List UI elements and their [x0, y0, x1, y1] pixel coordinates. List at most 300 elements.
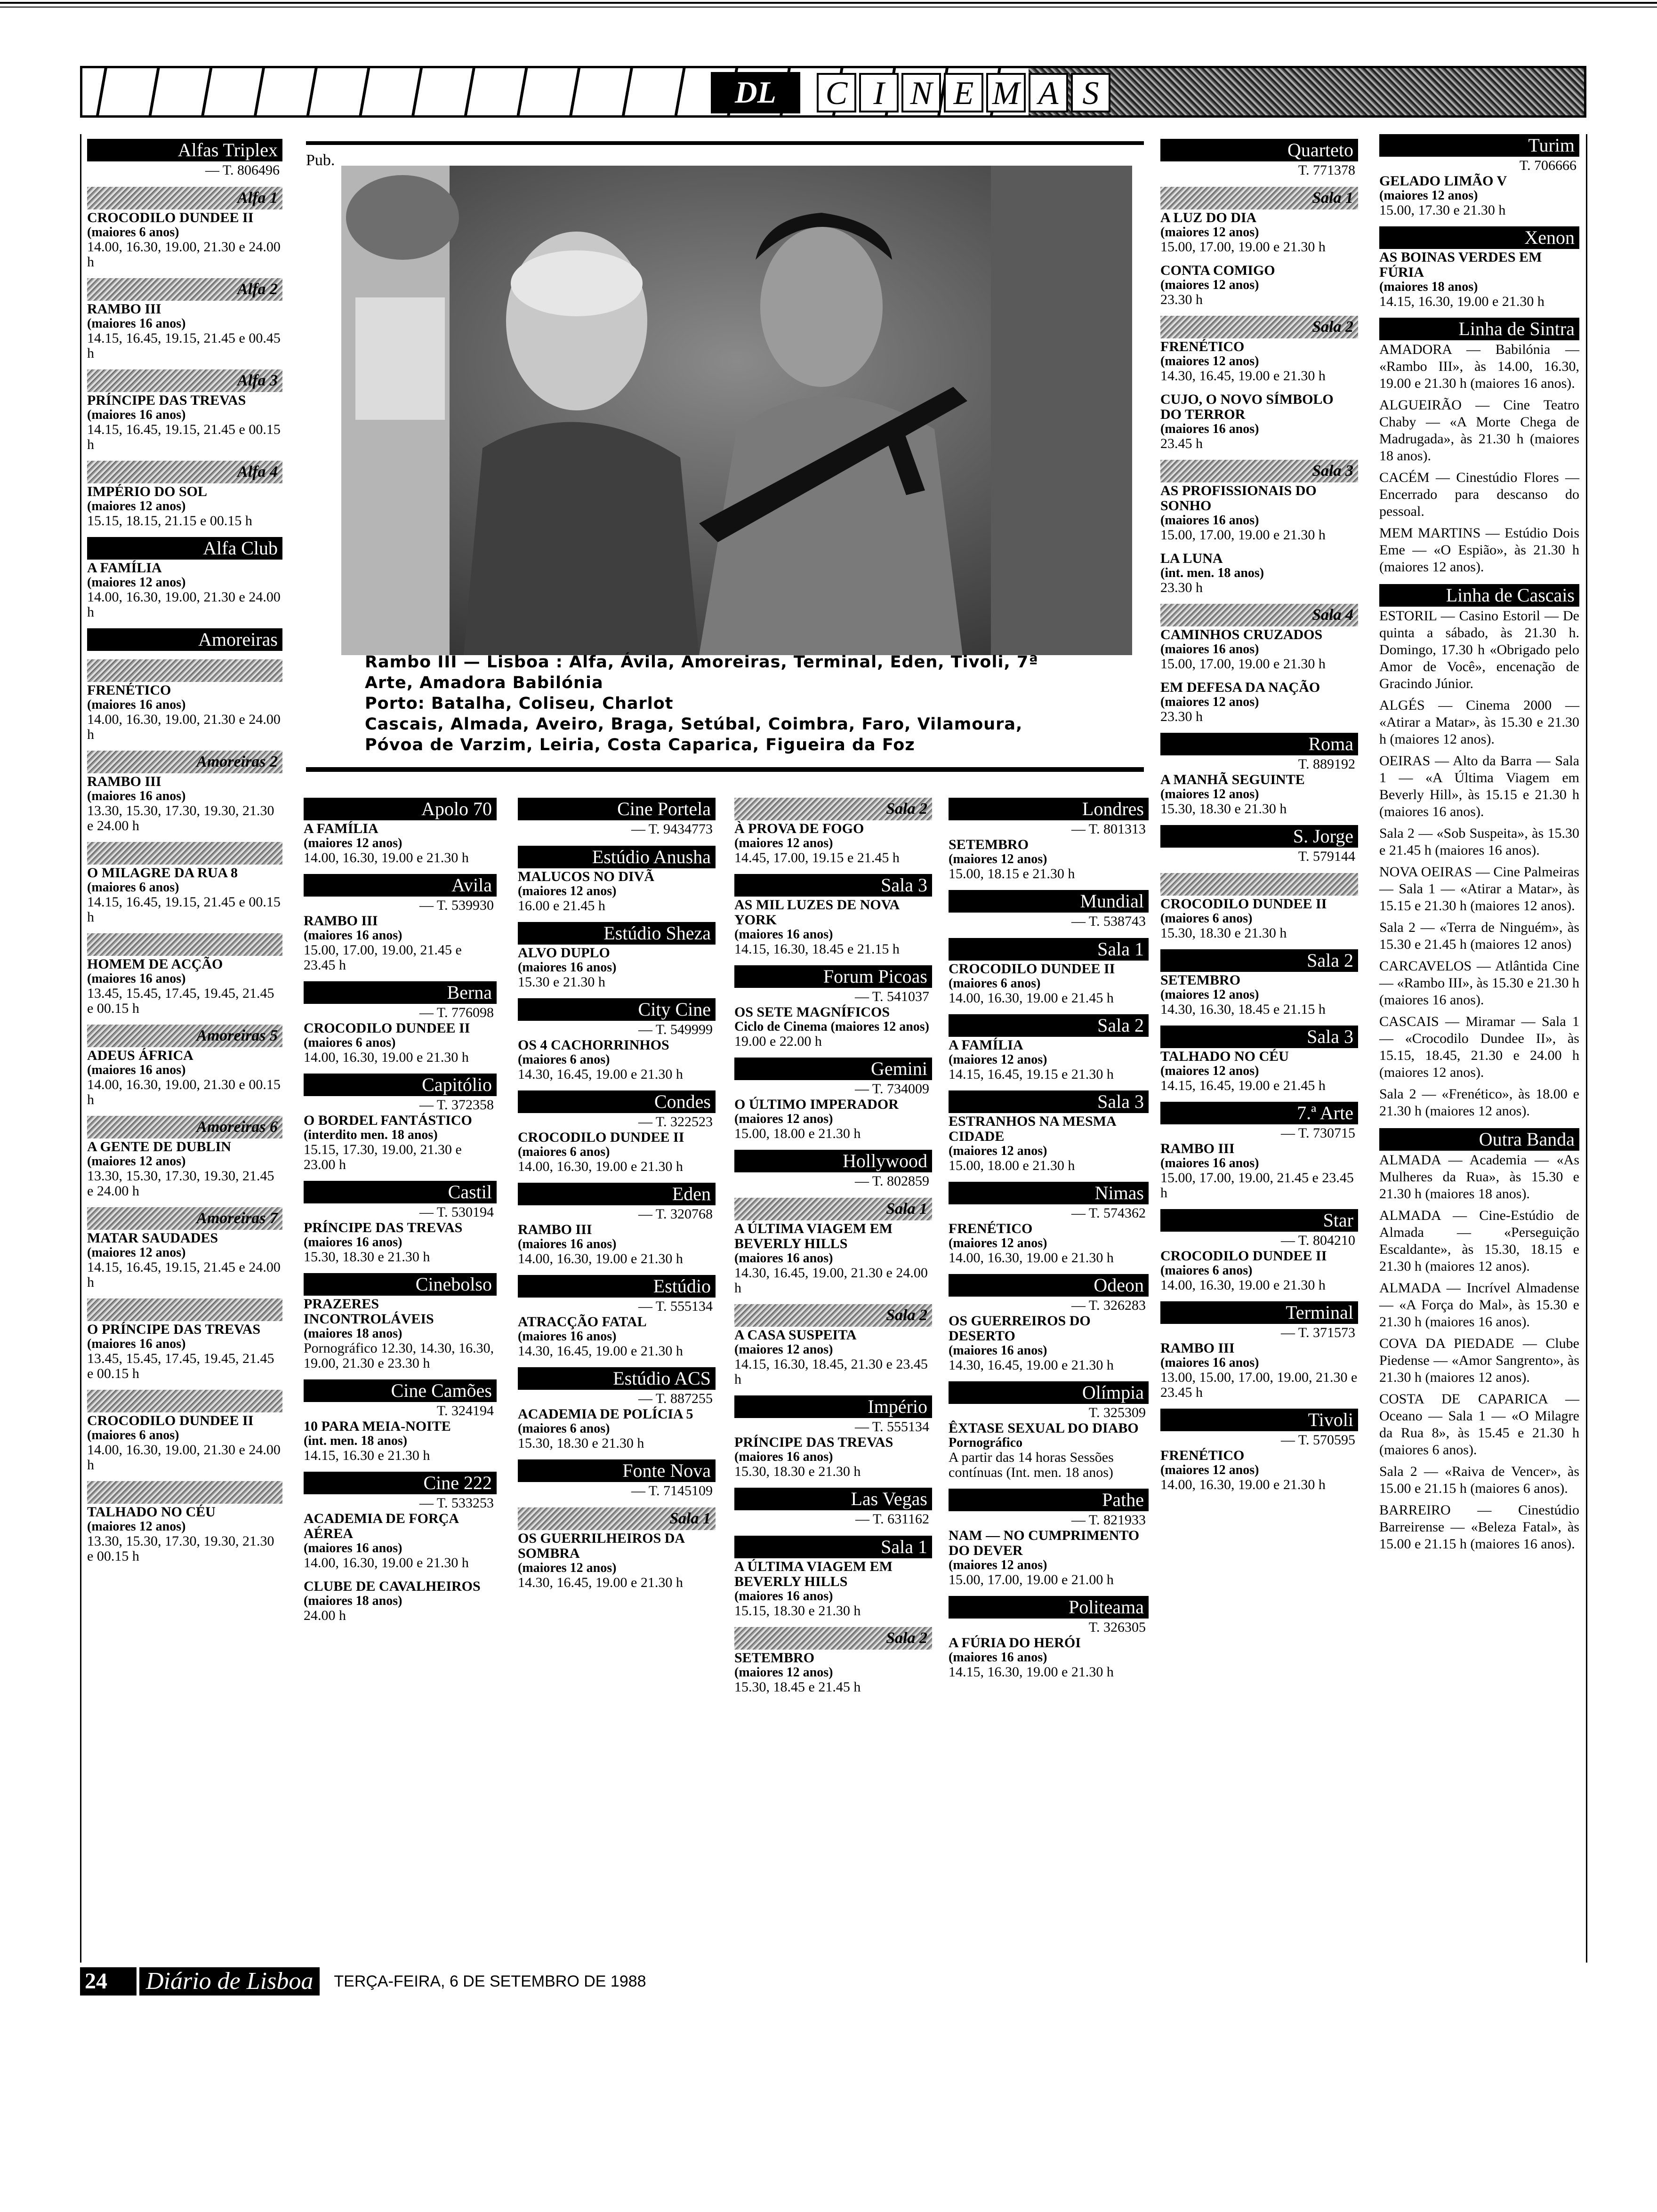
- caption-line: Arte, Amadora Babilónia: [365, 673, 603, 692]
- screen-name-bar: Alfa 3: [87, 369, 282, 392]
- phone-number: — T. 9434773: [631, 821, 713, 837]
- cinema-name-bar: Berna: [304, 981, 497, 1004]
- column-1: [87, 139, 282, 1572]
- listing-entry: [518, 846, 716, 914]
- cinema-name-bar: Eden: [518, 1183, 716, 1205]
- cinema-name-bar: Gemini: [734, 1058, 932, 1080]
- age-rating: (maiores 16 anos): [87, 697, 186, 712]
- listing-entry: [518, 1459, 716, 1499]
- age-rating: (maiores 6 anos): [304, 1035, 396, 1050]
- showtimes: 14.15, 16.30, 19.00 e 21.30 h: [1379, 294, 1544, 309]
- film-title: RAMBO III: [304, 913, 378, 929]
- regional-listing: COVA DA PIEDADE — Clube Piedense — «Amor Sangrento», às 21.30 h (maiores 12 anos).: [1379, 1336, 1579, 1385]
- regional-listing: AMADORA — Babilónia — «Rambo III», às 14.00, 16.30, 19.00 e 21.30 h (maiores 16 anos).: [1379, 342, 1579, 391]
- listing-entry: [1160, 604, 1358, 672]
- phone-number: T. 324194: [436, 1403, 494, 1419]
- regional-listing: MEM MARTINS — Estúdio Dois Eme — «O Espião», às 21.30 h (maiores 12 anos).: [1379, 525, 1579, 575]
- age-rating: (maiores 16 anos): [304, 928, 402, 943]
- listing-entry: [304, 1579, 497, 1623]
- age-rating: (maiores 12 anos): [1160, 987, 1259, 1002]
- showtimes: 15.15, 18.15, 21.15 e 00.15 h: [87, 513, 252, 529]
- regional-listing: Sala 2 — «Raiva de Vencer», às 15.00 e 21.15 h (maiores 6 anos).: [1379, 1464, 1579, 1496]
- film-title: TALHADO NO CÉU: [1160, 1049, 1289, 1064]
- cinema-name-bar: Sala 1: [734, 1536, 932, 1558]
- listing-entry: [949, 1274, 1149, 1373]
- showtimes: 14.00, 16.30, 19.00 e 21.45 h: [949, 990, 1114, 1006]
- phone-number: — T. 539930: [419, 898, 494, 913]
- caption-line: Póvoa de Varzim, Leiria, Costa Caparica, Figueira da Foz: [365, 736, 915, 754]
- regional-listing: ALGUEIRÃO — Cine Teatro Chaby — «A Morte Chega de Madrugada», às 21.30 h (maiores 18 anos).: [1379, 397, 1579, 464]
- age-rating: (maiores 18 anos): [1379, 280, 1478, 294]
- age-rating: (maiores 16 anos): [1160, 1156, 1259, 1170]
- cinema-name-bar: Londres: [949, 798, 1149, 820]
- age-rating: (maiores 16 anos): [734, 1251, 833, 1266]
- cinema-name-bar: Terminal: [1160, 1301, 1358, 1324]
- listing-entry: [949, 1489, 1149, 1587]
- cinema-name-bar: Olímpia: [949, 1381, 1149, 1404]
- showtimes: 14.15, 16.45, 19.15, 21.45 e 00.15 h: [87, 894, 281, 925]
- showtimes: 23.30 h: [1160, 580, 1203, 595]
- showtimes: 14.00, 16.30, 19.00 e 21.30 h: [518, 1159, 683, 1174]
- age-rating: (maiores 12 anos): [949, 852, 1047, 866]
- ad-label: Pub.: [306, 152, 335, 169]
- film-title: FRENÉTICO: [1160, 339, 1245, 354]
- age-rating: (maiores 16 anos): [1160, 513, 1259, 528]
- title-letter: S: [1071, 73, 1110, 112]
- listing-entry: [87, 537, 282, 620]
- column-6: [1160, 139, 1358, 1501]
- showtimes: 15.30, 18.30 e 21.30 h: [734, 1464, 861, 1479]
- screen-name-bar: Amoreiras 7: [87, 1207, 282, 1230]
- film-title: NAM — NO CUMPRIMENTO DO DEVER: [949, 1528, 1140, 1558]
- phone-number: — T. 776098: [419, 1005, 494, 1020]
- age-rating: (interdito men. 18 anos): [304, 1128, 438, 1142]
- listing-entry: [304, 1273, 497, 1371]
- regional-listing: ALGÉS — Cinema 2000 — «Atirar a Matar», às 15.30 e 21.30 h (maiores 12 anos).: [1379, 697, 1579, 747]
- showtimes: 15.00, 17.00, 19.00 e 21.30 h: [1160, 656, 1326, 672]
- screen-name-bar: Sala 1: [518, 1507, 716, 1530]
- showtimes: 13.30, 15.30, 17.30, 19.30, 21.30 e 24.00 h: [87, 803, 274, 834]
- age-rating: (int. men. 18 anos): [304, 1434, 408, 1448]
- phone-number: — T. 555134: [638, 1298, 713, 1314]
- age-rating: (maiores 6 anos): [518, 1145, 610, 1159]
- age-rating: (maiores 16 anos): [734, 927, 833, 942]
- film-title: A FAMÍLIA: [304, 821, 378, 836]
- screen-name-bar: Amoreiras 6: [87, 1116, 282, 1138]
- film-title: CROCODILO DUNDEE II: [87, 210, 254, 225]
- screen-name-bar: Sala 2: [734, 798, 932, 820]
- showtimes: 15.00, 18.15 e 21.30 h: [949, 866, 1075, 882]
- film-title: FRENÉTICO: [1160, 1448, 1245, 1463]
- listing-entry: [518, 1367, 716, 1451]
- title-letter: C: [817, 73, 856, 112]
- column-3: [518, 798, 716, 1599]
- age-rating: (maiores 18 anos): [304, 1326, 402, 1341]
- screen-name-bar: [87, 659, 282, 682]
- listing-entry: [734, 1150, 932, 1189]
- listing-entry: [734, 1304, 932, 1387]
- publication-date: TERÇA-FEIRA, 6 DE SETEMBRO DE 1988: [334, 1972, 646, 1990]
- phone-number: T. 889192: [1298, 756, 1355, 772]
- age-rating: (maiores 12 anos): [518, 1561, 617, 1575]
- cinema-name-bar: Roma: [1160, 733, 1358, 755]
- caption-line: Rambo III — Lisboa : Alfa, Ávila, Amoreiras, Terminal, Eden, Tivoli, 7ª: [365, 653, 1039, 672]
- listing-entry: [1160, 949, 1358, 1017]
- cinema-name-bar: Condes: [518, 1090, 716, 1113]
- age-rating: (maiores 16 anos): [304, 1541, 402, 1555]
- regional-listing: ALMADA — Cine-Estúdio de Almada — «Perseguição Escaldante», às 15.30, 18.15 e 21.30 h (maiores 12 anos).: [1379, 1208, 1579, 1274]
- screen-name-bar: [1160, 873, 1358, 896]
- screen-name-bar: Amoreiras 5: [87, 1025, 282, 1047]
- film-title: A FÚRIA DO HERÓI: [949, 1635, 1081, 1651]
- page-footer: [80, 1967, 646, 1996]
- cinema-name-bar: Sala 2: [1160, 949, 1358, 972]
- listing-entry: [304, 981, 497, 1065]
- section-header: [80, 66, 1586, 118]
- cinema-name-bar: Forum Picoas: [734, 965, 932, 988]
- title-letter: I: [859, 73, 899, 112]
- cinema-name-bar: Mundial: [949, 890, 1149, 913]
- cinema-name-bar: Turim: [1379, 134, 1579, 157]
- age-rating: (maiores 12 anos): [87, 1154, 186, 1169]
- film-title: SETEMBRO: [949, 837, 1029, 852]
- film-title: CAMINHOS CRUZADOS: [1160, 627, 1323, 642]
- age-rating: (maiores 12 anos): [949, 1144, 1047, 1158]
- film-title: A FAMÍLIA: [87, 560, 162, 576]
- cinema-name-bar: Apolo 70: [304, 798, 497, 820]
- listing-entry: [87, 1298, 282, 1381]
- listing-entry: [1160, 460, 1358, 543]
- listing-entry: [1160, 1209, 1358, 1293]
- newspaper-name: Diário de Lisboa: [139, 1967, 320, 1996]
- showtimes: 16.00 e 21.45 h: [518, 898, 605, 914]
- cinema-name-bar: Sala 3: [1160, 1026, 1358, 1048]
- age-rating: (maiores 12 anos): [304, 836, 402, 850]
- listing-entry: [949, 1182, 1149, 1266]
- screen-name-bar: [87, 1481, 282, 1504]
- age-rating: (maiores 12 anos): [1160, 278, 1259, 292]
- regional-listing: Sala 2 — «Terra de Ninguém», às 15.30 e 21.45 h (maiores 12 anos): [1379, 920, 1579, 952]
- film-title: RAMBO III: [518, 1222, 592, 1237]
- listing-entry: [1160, 263, 1358, 307]
- listing-entry: [1379, 1128, 1579, 1553]
- film-title: CUJO, O NOVO SÍMBOLO DO TERROR: [1160, 392, 1334, 422]
- showtimes: 14.00, 16.30, 19.00 e 21.30 h: [1160, 1277, 1326, 1293]
- listing-entry: [304, 874, 497, 973]
- cinema-name-bar: Estúdio Sheza: [518, 922, 716, 945]
- cinema-name-bar: Castil: [304, 1181, 497, 1203]
- top-rule: [0, 2, 1657, 4]
- film-title: AS MIL LUZES DE NOVA YORK: [734, 897, 899, 928]
- listing-entry: [1160, 1026, 1358, 1093]
- phone-number: T. 771378: [1298, 162, 1355, 178]
- listing-entry: [1160, 873, 1358, 941]
- film-title: ÊXTASE SEXUAL DO DIABO: [949, 1420, 1139, 1436]
- listing-entry: [87, 628, 282, 651]
- column-2: [304, 798, 497, 1632]
- listing-entry: [734, 1536, 932, 1619]
- listing-entry: [87, 139, 282, 178]
- listing-entry: [949, 798, 1149, 882]
- listing-entry: [949, 1381, 1149, 1480]
- listing-entry: [304, 1379, 497, 1463]
- film-title: CROCODILO DUNDEE II: [304, 1020, 470, 1036]
- screen-name-bar: [87, 1298, 282, 1321]
- age-rating: (maiores 16 anos): [949, 1650, 1047, 1665]
- age-rating: (maiores 12 anos): [1160, 695, 1259, 709]
- showtimes: 19.00 e 22.00 h: [734, 1034, 822, 1049]
- listing-entry: [87, 659, 282, 742]
- showtimes: 14.30, 16.45, 19.00 e 21.30 h: [518, 1575, 683, 1590]
- listing-entry: [1160, 1409, 1358, 1492]
- screen-name-bar: Sala 1: [1160, 187, 1358, 209]
- phone-number: — T. 806496: [205, 162, 280, 178]
- showtimes: A partir das 14 horas Sessões contínuas (Int. men. 18 anos): [949, 1450, 1114, 1480]
- showtimes: 15.00, 17.00, 19.00 e 21.00 h: [949, 1572, 1114, 1587]
- regional-listing: COSTA DE CAPARICA — Oceano — Sala 1 — «O Milagre da Rua 8», às 15.45 e 21.30 h (maiores 6 anos).: [1379, 1391, 1579, 1458]
- screen-name-bar: Sala 3: [1160, 460, 1358, 482]
- age-rating: (maiores 18 anos): [304, 1594, 402, 1608]
- listing-entry: [87, 1207, 282, 1290]
- showtimes: 15.00, 17.00, 19.00, 21.45 e 23.45 h: [304, 942, 462, 973]
- showtimes: 14.15, 16.30 e 21.30 h: [304, 1448, 430, 1463]
- listing-entry: [949, 1090, 1149, 1173]
- showtimes: 14.30, 16.45, 19.00 e 21.30 h: [518, 1343, 683, 1359]
- film-title: ATRACÇÃO FATAL: [518, 1314, 647, 1330]
- film-title: IMPÉRIO DO SOL: [87, 484, 208, 499]
- listing-entry: [304, 1472, 497, 1571]
- showtimes: 14.15, 16.30, 18.45 e 21.15 h: [734, 941, 900, 957]
- phone-number: — T. 322523: [638, 1114, 713, 1130]
- showtimes: 23.30 h: [1160, 292, 1203, 307]
- showtimes: 14.15, 16.45, 19.00 e 21.45 h: [1160, 1078, 1326, 1093]
- film-title: EM DEFESA DA NAÇÃO: [1160, 680, 1320, 695]
- regional-listing: ALMADA — Incrível Almadense — «A Força do Mal», às 15.30 e 21.30 h (maiores 16 anos).: [1379, 1280, 1579, 1330]
- age-rating: (maiores 16 anos): [87, 789, 186, 803]
- age-rating: (maiores 16 anos): [87, 1063, 186, 1077]
- screen-name-bar: Sala 4: [1160, 604, 1358, 626]
- film-title: OS GUERREIROS DO DESERTO: [949, 1313, 1091, 1344]
- showtimes: 23.30 h: [1160, 709, 1203, 724]
- film-title: AS BOINAS VERDES EM FÚRIA: [1379, 249, 1542, 280]
- listing-entry: [1160, 733, 1358, 817]
- listing-entry: [304, 1074, 497, 1172]
- listing-entry: [1160, 392, 1358, 451]
- film-title: SETEMBRO: [734, 1650, 815, 1666]
- age-rating: (maiores 6 anos): [87, 880, 179, 895]
- ad-caption: [365, 652, 1118, 755]
- film-title: ACADEMIA DE FORÇA AÉREA: [304, 1511, 458, 1541]
- film-title: CROCODILO DUNDEE II: [1160, 896, 1327, 912]
- showtimes: 14.00, 16.30, 19.00, 21.30 e 24.00 h: [87, 1442, 281, 1473]
- age-rating: (maiores 16 anos): [949, 1343, 1047, 1358]
- showtimes: 13.45, 15.45, 17.45, 19.45, 21.45 e 00.15 h: [87, 1351, 274, 1381]
- screen-name-bar: Sala 1: [734, 1198, 932, 1220]
- listing-entry: [1160, 1102, 1358, 1201]
- listing-entry: [734, 1488, 932, 1527]
- regional-listing: Sala 2 — «Frenético», às 18.00 e 21.30 h (maiores 12 anos).: [1379, 1086, 1579, 1119]
- cinema-name-bar: Estúdio Anusha: [518, 846, 716, 868]
- phone-number: — T. 555134: [854, 1419, 929, 1435]
- film-title: CROCODILO DUNDEE II: [949, 961, 1115, 977]
- title-letter: A: [1029, 73, 1068, 112]
- film-title: CROCODILO DUNDEE II: [518, 1130, 684, 1145]
- listing-entry: [87, 933, 282, 1016]
- listing-entry: [1160, 187, 1358, 255]
- showtimes: 15.00, 17.00, 19.00 e 21.30 h: [1160, 239, 1326, 255]
- showtimes: 15.15, 17.30, 19.00, 21.30 e 23.00 h: [304, 1142, 462, 1172]
- cinema-name-bar: Sala 3: [949, 1090, 1149, 1113]
- cinema-name-bar: Outra Banda: [1379, 1128, 1579, 1151]
- phone-number: — T. 574362: [1071, 1205, 1146, 1221]
- showtimes: 14.30, 16.45, 19.00 e 21.30 h: [949, 1357, 1114, 1373]
- showtimes: 14.30, 16.30, 18.45 e 21.15 h: [1160, 1002, 1326, 1017]
- listing-entry: [734, 874, 932, 957]
- showtimes: 15.30, 18.30 e 21.30 h: [304, 1249, 430, 1265]
- age-rating: (maiores 12 anos): [949, 1052, 1047, 1067]
- phone-number: — T. 804210: [1280, 1233, 1355, 1248]
- listing-entry: [518, 922, 716, 990]
- age-rating: (maiores 16 anos): [87, 408, 186, 422]
- film-title: ALVO DUPLO: [518, 945, 610, 961]
- age-rating: (maiores 6 anos): [87, 1428, 179, 1443]
- listing-entry: [1160, 825, 1358, 865]
- film-title: 10 PARA MEIA-NOITE: [304, 1419, 451, 1434]
- listing-entry: [1160, 551, 1358, 595]
- listing-entry: [1379, 226, 1579, 309]
- age-rating: (maiores 16 anos): [87, 316, 186, 331]
- age-rating: Pornográfico: [949, 1435, 1023, 1450]
- cinema-name-bar: Sala 2: [949, 1014, 1149, 1037]
- showtimes: 14.00, 16.30, 19.00, 21.30 e 00.15 h: [87, 1077, 281, 1107]
- age-rating: (maiores 6 anos): [1160, 1263, 1253, 1278]
- age-rating: (maiores 16 anos): [1160, 1355, 1259, 1370]
- screen-name-bar: Alfa 2: [87, 278, 282, 301]
- age-rating: (maiores 6 anos): [518, 1052, 610, 1067]
- section-title: [817, 73, 1113, 113]
- screen-name-bar: [87, 842, 282, 865]
- cinema-name-bar: Império: [734, 1395, 932, 1418]
- listing-entry: [87, 461, 282, 529]
- listing-entry: [1379, 584, 1579, 1120]
- age-rating: (maiores 16 anos): [87, 971, 186, 986]
- phone-number: T. 706666: [1519, 158, 1577, 173]
- film-title: OS SETE MAGNÍFICOS: [734, 1004, 890, 1020]
- showtimes: 14.15, 16.45, 19.15, 21.45 e 00.15 h: [87, 422, 281, 452]
- age-rating: (maiores 16 anos): [518, 960, 617, 975]
- age-rating: (maiores 12 anos): [734, 1342, 833, 1357]
- phone-number: — T. 570595: [1280, 1432, 1355, 1448]
- cinema-name-bar: Nimas: [949, 1182, 1149, 1204]
- film-title: ESTRANHOS NA MESMA CIDADE: [949, 1114, 1116, 1144]
- showtimes: 15.00, 17.00, 19.00, 21.45 e 23.45 h: [1160, 1170, 1354, 1201]
- film-title: A LUZ DO DIA: [1160, 210, 1257, 225]
- showtimes: 15.00, 18.00 e 21.30 h: [949, 1158, 1075, 1173]
- age-rating: (maiores 16 anos): [518, 1237, 617, 1251]
- phone-number: T. 326305: [1088, 1619, 1146, 1635]
- film-title: CONTA COMIGO: [1160, 263, 1275, 278]
- title-letter: E: [944, 73, 983, 112]
- regional-listing: CACÉM — Cinestúdio Flores — Encerrado para descanso do pessoal.: [1379, 470, 1579, 519]
- cinema-name-bar: Sala 3: [734, 874, 932, 897]
- cinema-name-bar: Quarteto: [1160, 139, 1358, 161]
- film-title: ACADEMIA DE POLÍCIA 5: [518, 1406, 693, 1422]
- cinema-name-bar: Linha de Cascais: [1379, 584, 1579, 607]
- film-title: O MILAGRE DA RUA 8: [87, 865, 238, 881]
- age-rating: (maiores 12 anos): [734, 1665, 833, 1680]
- film-title: RAMBO III: [1160, 1340, 1235, 1356]
- age-rating: (maiores 16 anos): [1160, 422, 1259, 436]
- showtimes: 14.45, 17.00, 19.15 e 21.45 h: [734, 850, 900, 866]
- showtimes: 15.30, 18.30 e 21.30 h: [1160, 925, 1287, 941]
- screen-name-bar: Sala 2: [734, 1304, 932, 1327]
- age-rating: (maiores 12 anos): [1160, 354, 1259, 369]
- listing-entry: [734, 1198, 932, 1296]
- cinema-name-bar: Star: [1160, 1209, 1358, 1232]
- listing-entry: [734, 965, 932, 1049]
- phone-number: — T. 320768: [638, 1206, 713, 1222]
- phone-number: — T. 538743: [1071, 914, 1146, 929]
- phone-number: T. 325309: [1088, 1405, 1146, 1420]
- listing-entry: [304, 1181, 497, 1265]
- film-title: A ÚLTIMA VIAGEM EM BEVERLY HILLS: [734, 1559, 893, 1589]
- age-rating: (maiores 16 anos): [734, 1589, 833, 1603]
- film-title: À PROVA DE FOGO: [734, 821, 864, 836]
- film-title: MALUCOS NO DIVÃ: [518, 869, 655, 884]
- showtimes: 13.45, 15.45, 17.45, 19.45, 21.45 e 00.15 h: [87, 986, 274, 1016]
- screen-name-bar: Sala 2: [1160, 316, 1358, 338]
- phone-number: — T. 631162: [855, 1511, 929, 1527]
- cinema-name-bar: Politeama: [949, 1596, 1149, 1619]
- phone-number: T. 579144: [1298, 849, 1355, 864]
- film-title: PRÍNCIPE DAS TREVAS: [734, 1435, 893, 1450]
- listing-entry: [734, 1627, 932, 1695]
- cinema-name-bar: Linha de Sintra: [1379, 318, 1579, 340]
- phone-number: — T. 549999: [638, 1022, 713, 1037]
- phone-number: — T. 7145109: [631, 1483, 713, 1499]
- cinema-name-bar: Alfas Triplex: [87, 139, 282, 161]
- showtimes: 14.00, 16.30, 19.00, 21.30 e 24.00 h: [87, 589, 281, 620]
- listing-entry: [949, 1014, 1149, 1082]
- film-title: A GENTE DE DUBLIN: [87, 1139, 231, 1154]
- showtimes: 15.00, 17.00, 19.00 e 21.30 h: [1160, 527, 1326, 543]
- listing-entry: [1379, 318, 1579, 576]
- showtimes: 23.45 h: [1160, 436, 1203, 451]
- column-7: [1379, 134, 1579, 1561]
- regional-listing: Sala 2 — «Sob Suspeita», às 15.30 e 21.45 h (maiores 16 anos).: [1379, 825, 1579, 858]
- age-rating: (maiores 16 anos): [518, 1329, 617, 1344]
- cinema-name-bar: S. Jorge: [1160, 825, 1358, 848]
- film-title: SETEMBRO: [1160, 972, 1241, 988]
- regional-listing: NOVA OEIRAS — Cine Palmeiras — Sala 1 — «Atirar a Matar», às 15.15 e 21.30 h (maiores 12 anos).: [1379, 864, 1579, 914]
- photo-illustration: [341, 166, 1132, 655]
- regional-listing: CARCAVELOS — Atlântida Cine — «Rambo III», às 15.30 e 21.30 h (maiores 16 anos).: [1379, 958, 1579, 1008]
- film-title: CLUBE DE CAVALHEIROS: [304, 1579, 481, 1594]
- cinema-name-bar: Amoreiras: [87, 628, 282, 651]
- showtimes: 14.00, 16.30, 19.00 e 21.30 h: [518, 1251, 683, 1266]
- film-title: AS PROFISSIONAIS DO SONHO: [1160, 483, 1317, 513]
- showtimes: 14.00, 16.30, 19.00, 21.30 e 24.00 h: [87, 239, 281, 270]
- regional-listing: OEIRAS — Alto da Barra — Sala 1 — «A Última Viagem em Beverly Hill», às 15.15 e 21.30 h (maiores 16 anos).: [1379, 753, 1579, 819]
- listing-entry: [87, 751, 282, 834]
- page-number: 24: [80, 1967, 137, 1996]
- showtimes: 14.00, 16.30, 19.00 e 21.30 h: [304, 1050, 469, 1065]
- screen-name-bar: [87, 1390, 282, 1412]
- film-title: OS 4 CACHORRINHOS: [518, 1037, 669, 1053]
- listing-entry: [87, 369, 282, 452]
- column-4: [734, 798, 932, 1703]
- cinema-name-bar: Estúdio ACS: [518, 1367, 716, 1390]
